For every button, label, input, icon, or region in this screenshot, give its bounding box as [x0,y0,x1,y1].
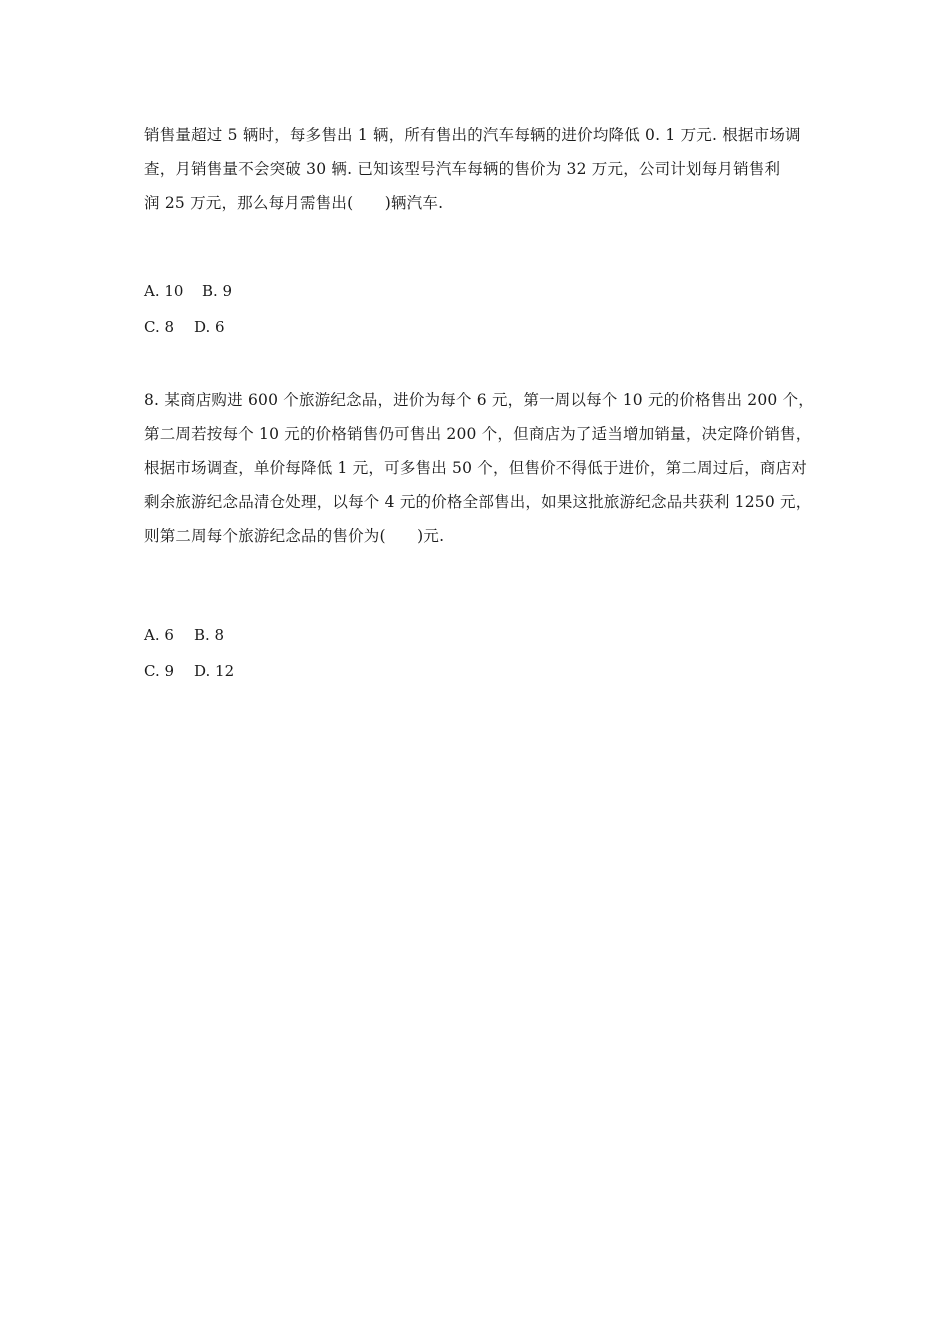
question-7-option-c: C. 8 [144,318,175,336]
question-8-option-a: A. 6 [144,626,174,644]
question-8-option-d: D. 12 [194,662,235,680]
question-7-option-b: B. 9 [202,282,233,300]
question-8-options [144,617,234,689]
question-7-option-d: D. 6 [194,318,225,336]
question-8-line-5: 则第二周每个旅游纪念品的售价为( )元. [144,527,445,545]
question-7-text [144,118,824,220]
question-8-line-3: 根据市场调查，单价每降低 1 元，可多售出 50 个，但售价不得低于进价，第二周过后，商店对 [144,459,807,477]
question-7-options-row-2 [144,309,232,345]
question-7-line-1: 销售量超过 5 辆时，每多售出 1 辆，所有售出的汽车每辆的进价均降低 0. 1 万元. 根据市场调 [144,126,801,144]
question-8-text [144,383,824,553]
question-7-line-3: 润 25 万元，那么每月需售出( )辆汽车. [144,194,444,212]
question-7-line-2: 查，月销售量不会突破 30 辆. 已知该型号汽车每辆的售价为 32 万元，公司计划每月销售利 [144,160,781,178]
question-7-options-row-1 [144,273,232,309]
question-8-options-row-2 [144,653,234,689]
question-7-option-a: A. 10 [144,282,184,300]
question-8-option-c: C. 9 [144,662,175,680]
question-8-line-4: 剩余旅游纪念品清仓处理，以每个 4 元的价格全部售出，如果这批旅游纪念品共获利 1250 元， [144,493,812,511]
question-8-line-1: 8. 某商店购进 600 个旅游纪念品，进价为每个 6 元，第一周以每个 10 元的价格售出 200 个， [144,391,814,409]
question-8-line-2: 第二周若按每个 10 元的价格销售仍可售出 200 个，但商店为了适当增加销量，决定降价销售， [144,425,812,443]
question-8-options-row-1 [144,617,234,653]
question-7-options [144,273,232,345]
question-8-option-b: B. 8 [194,626,225,644]
